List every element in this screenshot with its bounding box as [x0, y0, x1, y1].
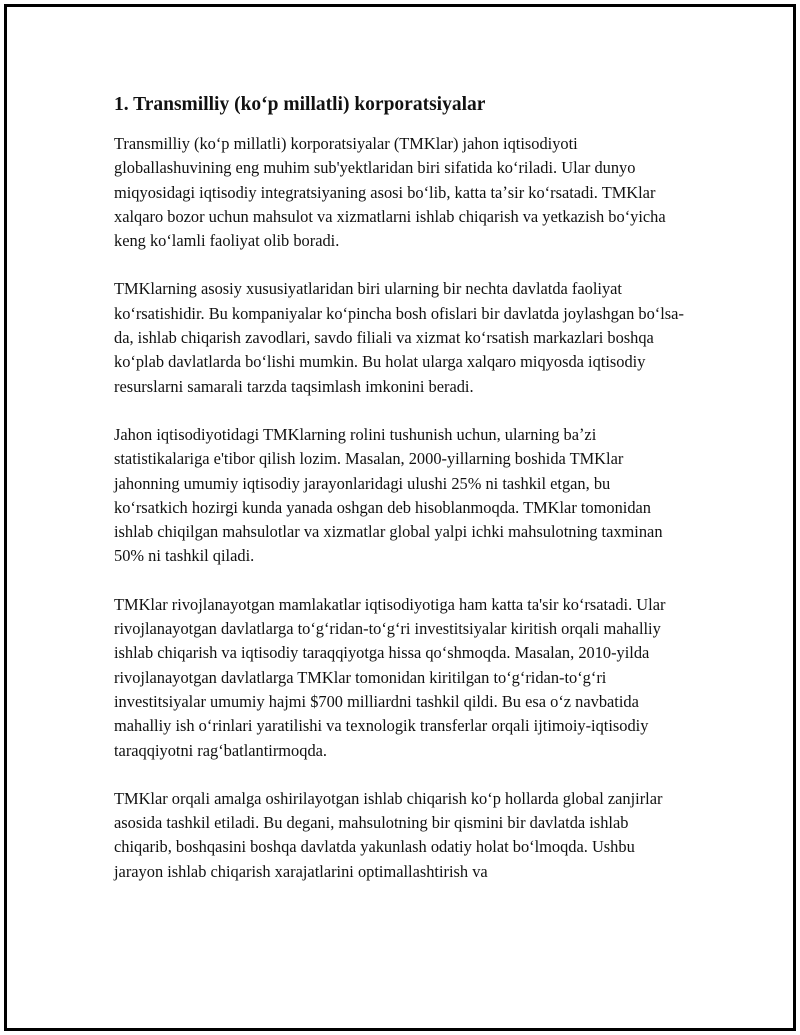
section-heading: 1. Transmilliy (koʻp millatli) korporatsiyalar [114, 94, 486, 115]
paragraph-3: Jahon iqtisodiyotidagi TMKlarning rolini tushunish uchun, ularning baʼzi statistikalariga e'tibor qilish lozim. Masalan, 2000-yillarning boshida TMKlar jahonning umumiy iqtisodiy jarayonlaridagi ulushi 25% ni tashkil etgan, bu koʻrsatkich hozirgi kunda yanada oshgan deb hisoblanmoqda. TMKlar tomonidan ishlab chiqilgan mahsulotlar va xizmatlar global yalpi ichki mahsulotning taxminan 50% ni tashkil qiladi. [114, 424, 663, 566]
paragraph-4: TMKlar rivojlanayotgan mamlakatlar iqtisodiyotiga ham katta ta'sir koʻrsatadi. Ular rivojlanayotgan davlatlarga toʻgʻridan-toʻgʻri investitsiyalar kiritish orqali mahalliy ishlab chiqarish va iqtisodiy taraqqiyotga hissa qoʻshmoqda. Masalan, 2010-yilda rivojlanayotgan davlatlarga TMKlar tomonidan kiritilgan toʻgʻridan-toʻgʻri investitsiyalar umumiy hajmi $700 milliardni tashkil qildi. Bu esa oʻz navbatida mahalliy ish oʻrinlari yaratilishi va texnologik transferlar orqali ijtimoiy-iqtisodiy taraqqiyotni ragʻbatlantirmoqda. [114, 594, 666, 760]
paragraph-5: TMKlar orqali amalga oshirilayotgan ishlab chiqarish koʻp hollarda global zanjirlar asosida tashkil etiladi. Bu degani, mahsulotning bir qismini bir davlatda ishlab chiqarib, boshqasini boshqa davlatda yakunlash odatiy holat boʻlmoqda. Ushbu jarayon ishlab chiqarish xarajatlarini optimallashtirish va [114, 788, 663, 881]
paragraph-2: TMKlarning asosiy xususiyatlaridan biri ularning bir nechta davlatda faoliyat koʻrsatishidir. Bu kompaniyalar koʻpincha bosh ofislari bir davlatda joylashgan boʻlsa-da, ishlab chiqarish zavodlari, savdo filiali va xizmat koʻrsatish markazlari boshqa koʻplab davlatlarda boʻlishi mumkin. Bu holat ularga xalqaro miqyosda iqtisodiy resurslarni samarali tarzda taqsimlash imkonini beradi. [114, 279, 684, 396]
document-body [114, 92, 686, 884]
paragraph-1: Transmilliy (koʻp millatli) korporatsiyalar (TMKlar) jahon iqtisodiyoti globallashuvining eng muhim sub'yektlaridan biri sifatida koʻriladi. Ular dunyo miqyosidagi iqtisodiy integratsiyaning asosi boʻlib, katta taʼsir koʻrsatadi. TMKlar xalqaro bozor uchun mahsulot va xizmatlarni ishlab chiqarish va yetkazish boʻyicha keng koʻlamli faoliyat olib boradi. [114, 134, 666, 251]
